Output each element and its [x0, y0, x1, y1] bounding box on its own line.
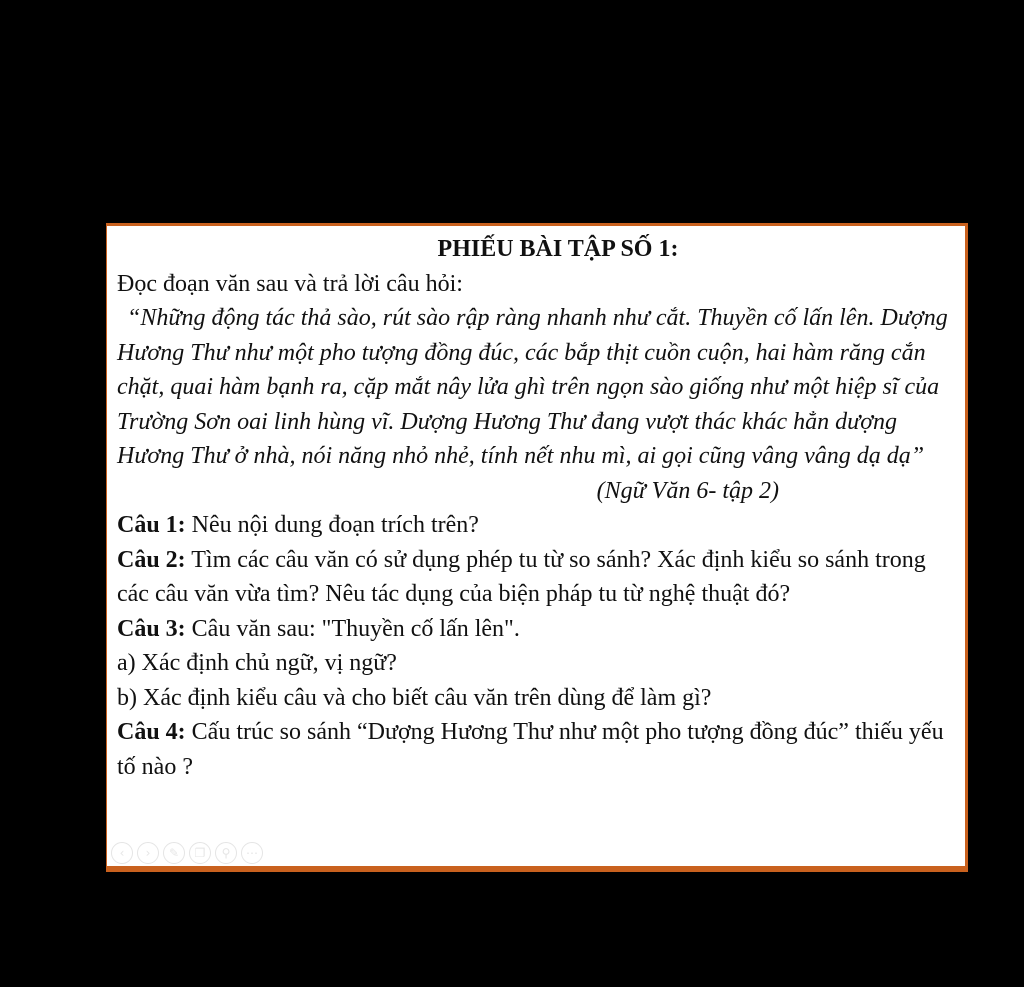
- question-label: Câu 4:: [117, 719, 186, 745]
- pen-icon[interactable]: ✎: [163, 842, 185, 864]
- passage-source: (Ngữ Văn 6- tập 2): [596, 477, 779, 504]
- question-label: Câu 3:: [117, 615, 186, 642]
- copy-icon[interactable]: ❐: [189, 842, 211, 864]
- question-3: [117, 612, 959, 647]
- slide-toolbar: [111, 842, 263, 864]
- question-2: [117, 543, 959, 612]
- next-icon[interactable]: ›: [137, 842, 159, 864]
- passage-body: “Những động tác thả sào, rút sào rập ràng nhanh như cắt. Thuyền cố lấn lên. Dượng Hương Thư như một pho tượng đồng đúc, các bắp thịt cuồn cuộn, hai hàm răng cắn chặt, quai hàm bạnh ra, cặp mắt nây lửa ghì trên ngọn sào giống như một hiệp sĩ của Trường Sơn oai linh hùng vĩ. Dượng Hương Thư đang vượt thác khác hẳn dượng Hương Thư ở nhà, nói năng nhỏ nhẻ, tính nết nhu mì, ai gọi cũng vâng vâng dạ dạ”: [117, 305, 948, 469]
- question-label: Câu 2:: [117, 546, 186, 573]
- question-3a: a) Xác định chủ ngữ, vị ngữ?: [117, 650, 397, 676]
- question-4: [117, 715, 959, 784]
- question-text: Cấu trúc so sánh “Dượng Hương Thư như một pho tượng đồng đúc” thiếu yếu tố nào ?: [117, 719, 944, 780]
- question-text: Câu văn sau: "Thuyền cố lấn lên".: [185, 615, 520, 642]
- question-3b: b) Xác định kiểu câu và cho biết câu văn trên dùng để làm gì?: [117, 684, 712, 711]
- worksheet-title: PHIẾU BÀI TẬP SỐ 1:: [437, 236, 679, 262]
- question-text: Nêu nội dung đoạn trích trên?: [185, 512, 479, 538]
- more-icon[interactable]: ⋯: [241, 842, 263, 864]
- question-1: [117, 508, 959, 543]
- prev-icon[interactable]: ‹: [111, 842, 133, 864]
- worksheet-content: [117, 232, 959, 784]
- question-text: Tìm các câu văn có sử dụng phép tu từ so sánh? Xác định kiểu so sánh trong các câu văn vừa tìm? Nêu tác dụng của biện pháp tu từ nghệ thuật đó?: [117, 546, 926, 607]
- worksheet-slide: [106, 223, 968, 872]
- question-label: Câu 1:: [117, 512, 186, 538]
- passage-text: [117, 301, 959, 474]
- instruction-text: Đọc đoạn văn sau và trả lời câu hỏi:: [117, 270, 463, 297]
- zoom-icon[interactable]: ⚲: [215, 842, 237, 864]
